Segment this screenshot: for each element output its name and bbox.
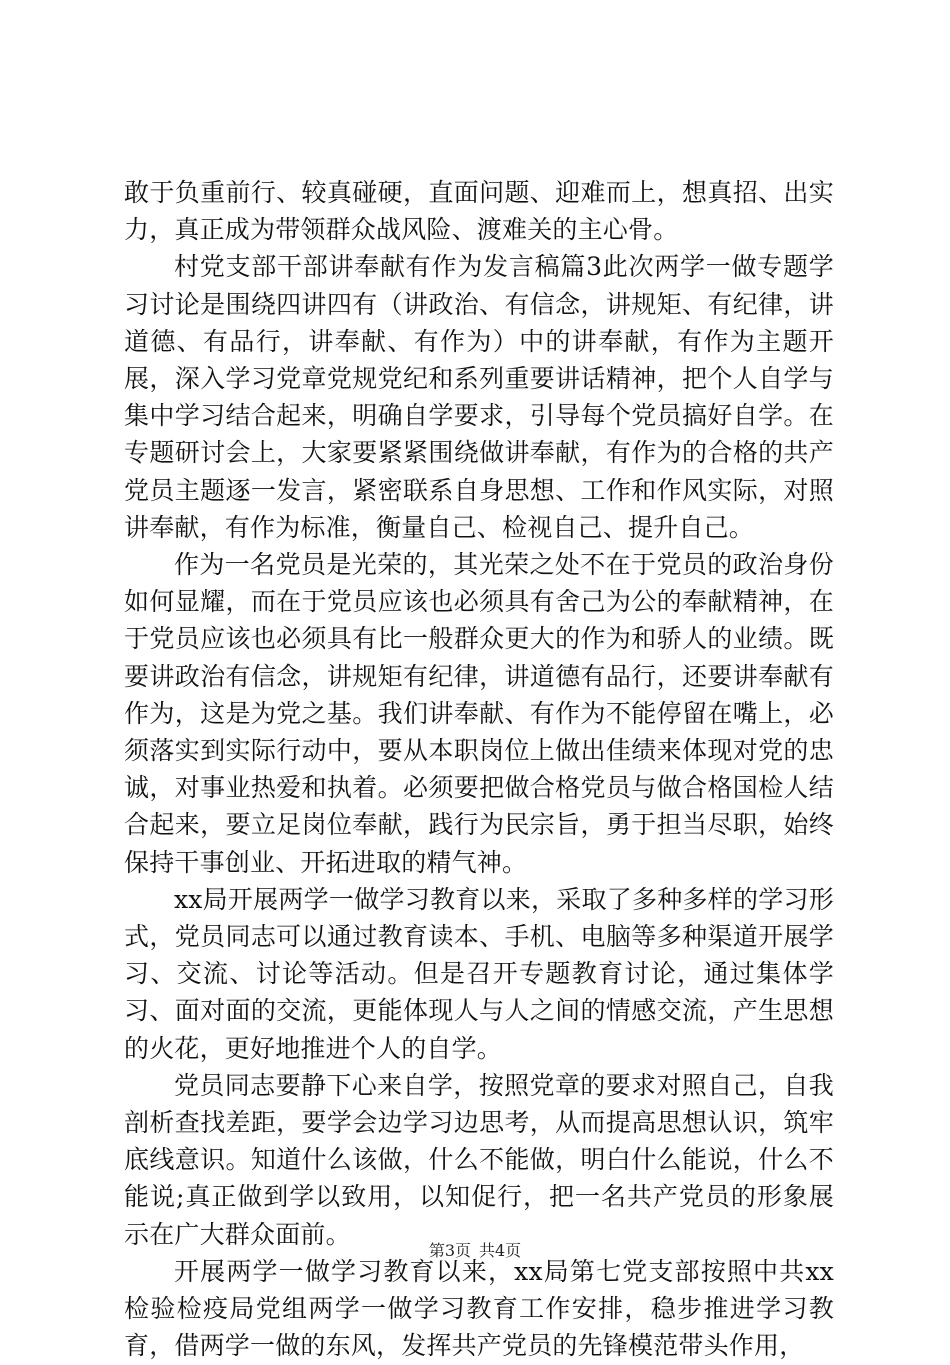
paragraph-continued: 敢于负重前行、较真碰硬，直面问题、迎难而上，想真招、出实力，真正成为带领群众战风险、渡难关的主心骨。 bbox=[124, 178, 834, 245]
page-total: 共4页 bbox=[479, 1241, 522, 1260]
paragraph-branch-progress: 开展两学一做学习教育以来，xx局第七党支部按照中共xx检验检疫局党组两学一做学习教育工作安排，稳步推进学习教育，借两学一做的东风，发挥共产党员的先锋模范带头作用， bbox=[124, 1256, 834, 1361]
document-body bbox=[124, 174, 834, 1365]
page-footer bbox=[0, 1241, 950, 1261]
paragraph-self-study: 党员同志要静下心来自学，按照党章的要求对照自己，自我剖析查找差距，要学会边学习边思考，从而提高思想认识，筑牢底线意识。知道什么该做，什么不能做，明白什么能说，什么不能说;真正做到学以致用，以知促行，把一名共产党员的形象展示在广大群众面前。 bbox=[124, 1070, 834, 1249]
paragraph-party-member-honor: 作为一名党员是光荣的，其光荣之处不在于党员的政治身份如何显耀，而在于党员应该也必须具有舍己为公的奉献精神，在于党员应该也必须具有比一般群众更大的作为和骄人的业绩。既要讲政治有信念，讲规矩有纪律，讲道德有品行，还要讲奉献有作为，这是为党之基。我们讲奉献、有作为不能停留在嘴上，必须落实到实际行动中，要从本职岗位上做出佳绩来体现对党的忠诚，对事业热爱和执着。必须要把做合格党员与做合格国检人结合起来，要立足岗位奉献，践行为民宗旨，勇于担当尽职，始终保持干事创业、开拓进取的精气神。 bbox=[124, 550, 834, 877]
paragraph-speech-intro: 村党支部干部讲奉献有作为发言稿篇3此次两学一做专题学习讨论是围绕四讲四有（讲政治、有信念，讲规矩、有纪律，讲道德、有品行，讲奉献、有作为）中的讲奉献，有作为主题开展，深入学习党章党规党纪和系列重要讲话精神，把个人自学与集中学习结合起来，明确自学要求，引导每个党员搞好自学。在专题研讨会上，大家要紧紧围绕做讲奉献，有作为的合格的共产党员主题逐一发言，紧密联系自身思想、工作和作风实际，对照讲奉献，有作为标准，衡量自己、检视自己、提升自己。 bbox=[124, 252, 834, 542]
paragraph-study-forms: xx局开展两学一做学习教育以来，采取了多种多样的学习形式，党员同志可以通过教育读本、手机、电脑等多种渠道开展学习、交流、讨论等活动。但是召开专题教育讨论，通过集体学习、面对面的交流，更能体现人与人之间的情感交流，产生思想的火花，更好地推进个人的自学。 bbox=[124, 884, 834, 1063]
page-number: 第3页 bbox=[428, 1241, 471, 1260]
